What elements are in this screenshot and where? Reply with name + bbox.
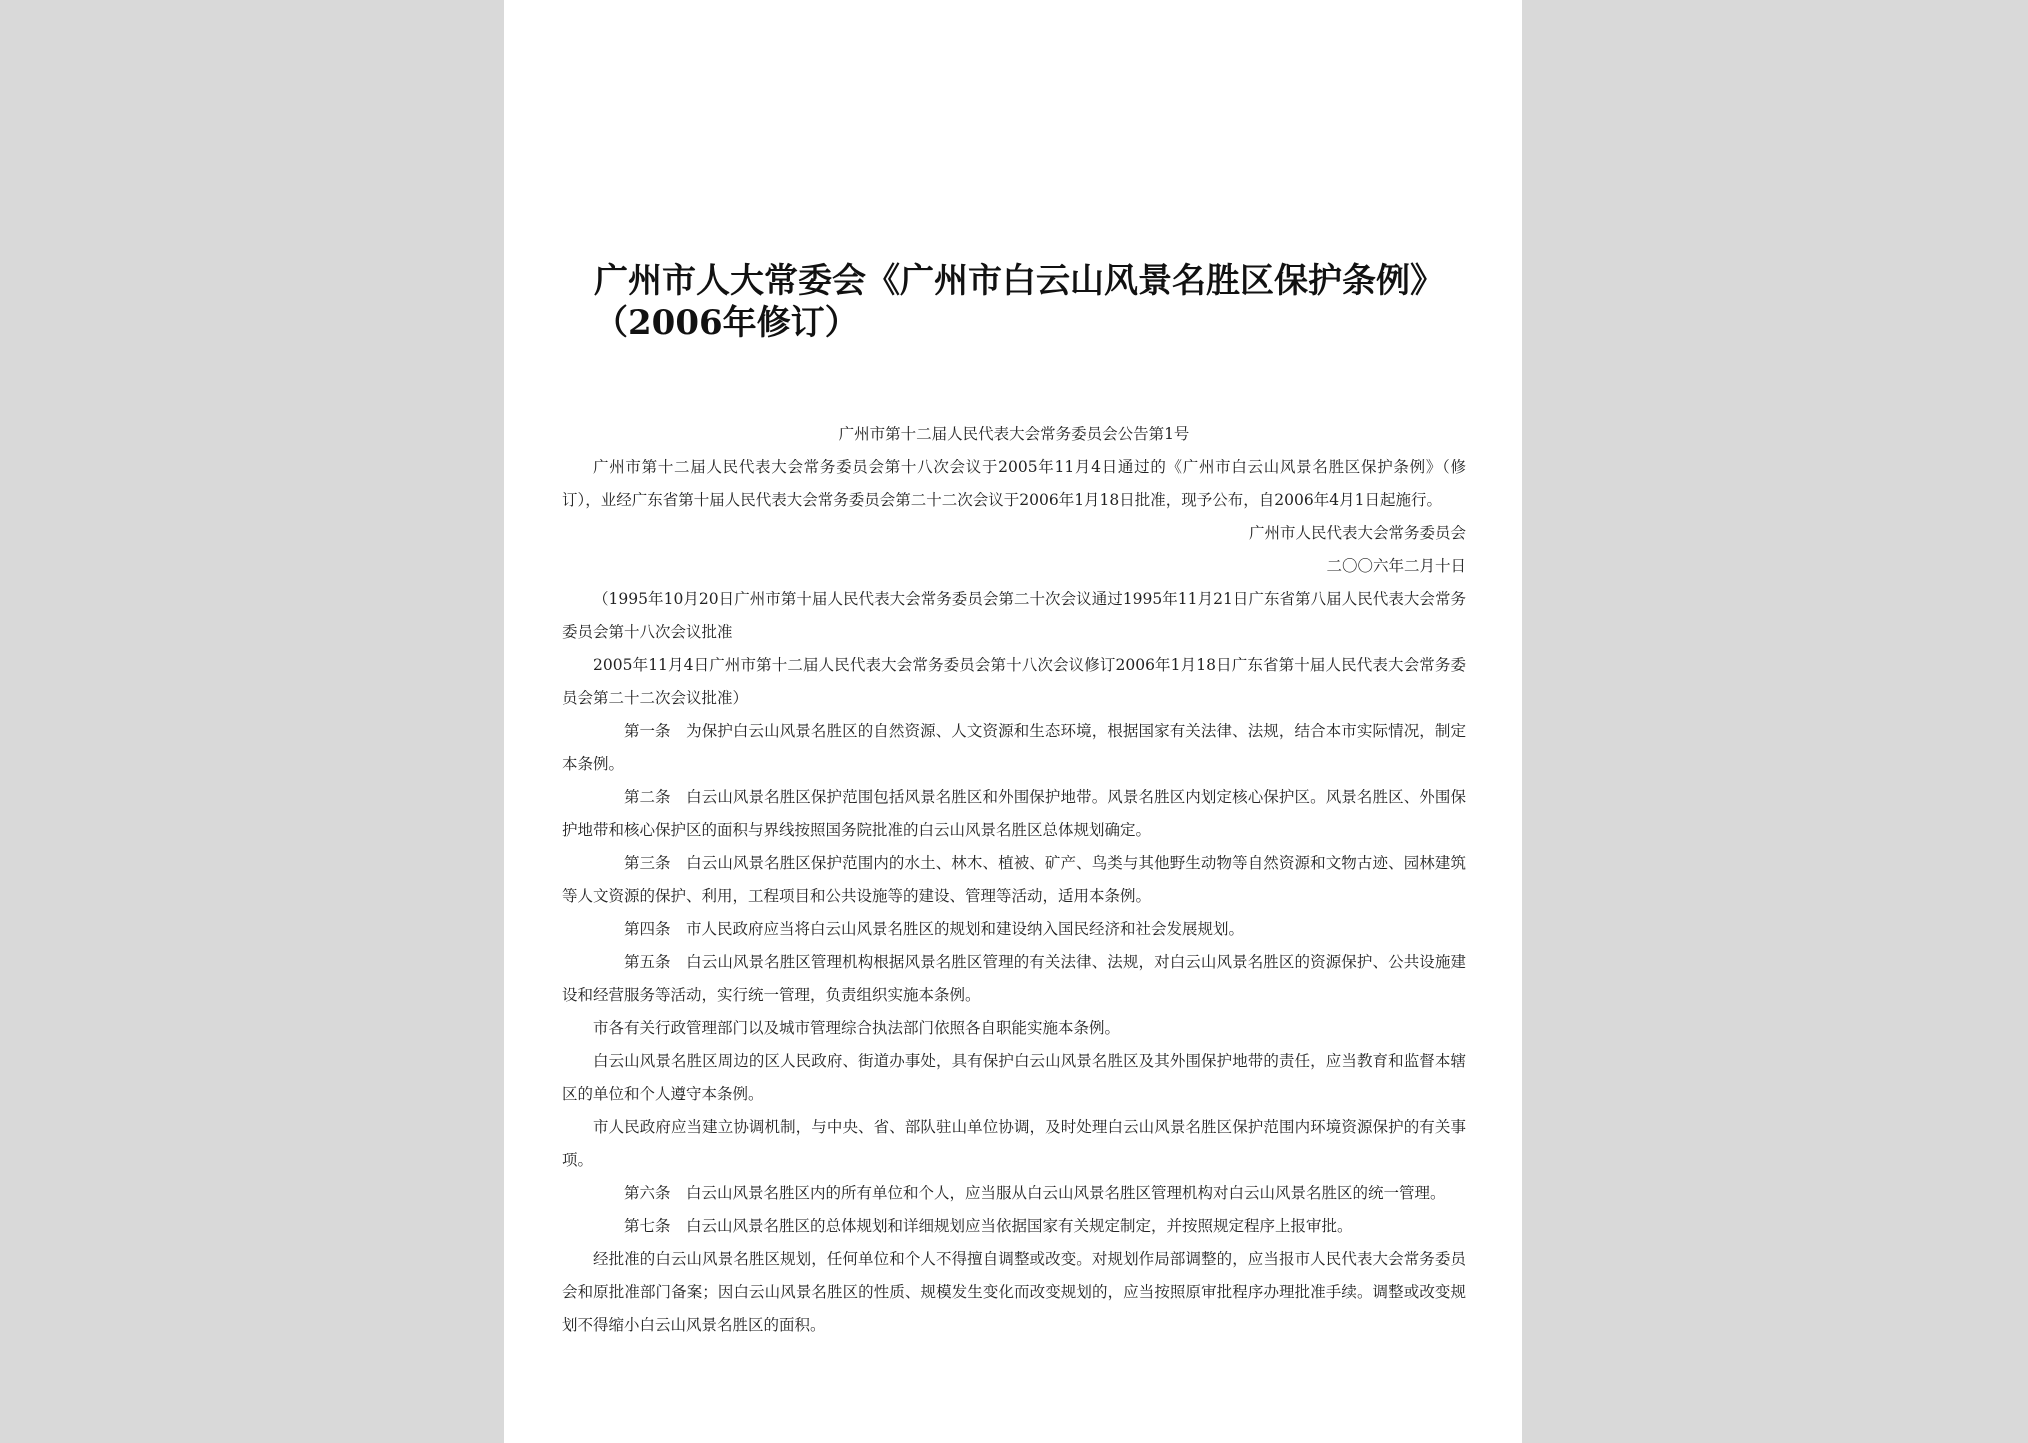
article-text: 为保护白云山风景名胜区的自然资源、人文资源和生态环境，根据国家有关法律、法规，结合本市实际情况，制定本条例。 xyxy=(562,722,1466,773)
history-paragraph-2: 2005年11月4日广州市第十二届人民代表大会常务委员会第十八次会议修订2006年1月18日广东省第十届人民代表大会常务委员会第二十二次会议批准） xyxy=(562,656,1466,707)
article-5 xyxy=(562,946,1466,1012)
article-number: 第七条 xyxy=(624,1217,671,1235)
article-7-paragraph-2: 经批准的白云山风景名胜区规划，任何单位和个人不得擅自调整或改变。对规划作局部调整的，应当报市人民代表大会常务委员会和原批准部门备案；因白云山风景名胜区的性质、规模发生变化而改变规划的，应当按照原审批程序办理批准手续。调整或改变规划不得缩小白云山风景名胜区的面积。 xyxy=(562,1250,1466,1334)
article-number: 第四条 xyxy=(624,920,671,938)
article-text: 白云山风景名胜区保护范围内的水土、林木、植被、矿产、鸟类与其他野生动物等自然资源和文物古迹、园林建筑等人文资源的保护、利用，工程项目和公共设施等的建设、管理等活动，适用本条例。 xyxy=(562,854,1466,905)
article-7 xyxy=(562,1210,1466,1243)
article-number: 第五条 xyxy=(624,953,671,971)
announcement-line: 广州市第十二届人民代表大会常务委员会公告第1号 xyxy=(838,425,1190,443)
history-paragraph-1: （1995年10月20日广州市第十届人民代表大会常务委员会第二十次会议通过1995年11月21日广东省第八届人民代表大会常务委员会第十八次会议批准 xyxy=(562,590,1466,641)
article-number: 第三条 xyxy=(624,854,671,872)
article-2 xyxy=(562,781,1466,847)
article-text: 白云山风景名胜区管理机构根据风景名胜区管理的有关法律、法规，对白云山风景名胜区的资源保护、公共设施建设和经营服务等活动，实行统一管理，负责组织实施本条例。 xyxy=(562,953,1466,1004)
article-number: 第一条 xyxy=(624,722,671,740)
article-3 xyxy=(562,847,1466,913)
article-text: 白云山风景名胜区保护范围包括风景名胜区和外围保护地带。风景名胜区内划定核心保护区。风景名胜区、外围保护地带和核心保护区的面积与界线按照国务院批准的白云山风景名胜区总体规划确定。 xyxy=(562,788,1466,839)
article-5-paragraph-3: 白云山风景名胜区周边的区人民政府、街道办事处，具有保护白云山风景名胜区及其外围保护地带的责任，应当教育和监督本辖区的单位和个人遵守本条例。 xyxy=(562,1052,1466,1103)
issuer-line: 广州市人民代表大会常务委员会 xyxy=(1248,524,1466,542)
document-page xyxy=(504,0,1522,1443)
article-5-paragraph-2: 市各有关行政管理部门以及城市管理综合执法部门依照各自职能实施本条例。 xyxy=(593,1019,1121,1037)
issue-date-line: 二〇〇六年二月十日 xyxy=(1326,557,1466,575)
article-1 xyxy=(562,715,1466,781)
article-5-paragraph-4: 市人民政府应当建立协调机制，与中央、省、部队驻山单位协调，及时处理白云山风景名胜区保护范围内环境资源保护的有关事项。 xyxy=(562,1118,1466,1169)
document-title: 广州市人大常委会《广州市白云山风景名胜区保护条例》（2006年修订） xyxy=(594,261,1444,343)
article-text: 白云山风景名胜区的总体规划和详细规划应当依据国家有关规定制定，并按照规定程序上报审批。 xyxy=(686,1217,1353,1235)
document-body xyxy=(562,418,1466,1342)
intro-paragraph: 广州市第十二届人民代表大会常务委员会第十八次会议于2005年11月4日通过的《广州市白云山风景名胜区保护条例》（修订），业经广东省第十届人民代表大会常务委员会第二十二次会议于2006年1月18日批准，现予公布，自2006年4月1日起施行。 xyxy=(562,458,1466,509)
article-number: 第六条 xyxy=(624,1184,671,1202)
article-text: 市人民政府应当将白云山风景名胜区的规划和建设纳入国民经济和社会发展规划。 xyxy=(686,920,1245,938)
article-6 xyxy=(562,1177,1466,1210)
article-number: 第二条 xyxy=(624,788,671,806)
article-4 xyxy=(562,913,1466,946)
article-text: 白云山风景名胜区内的所有单位和个人，应当服从白云山风景名胜区管理机构对白云山风景名胜区的统一管理。 xyxy=(686,1184,1446,1202)
